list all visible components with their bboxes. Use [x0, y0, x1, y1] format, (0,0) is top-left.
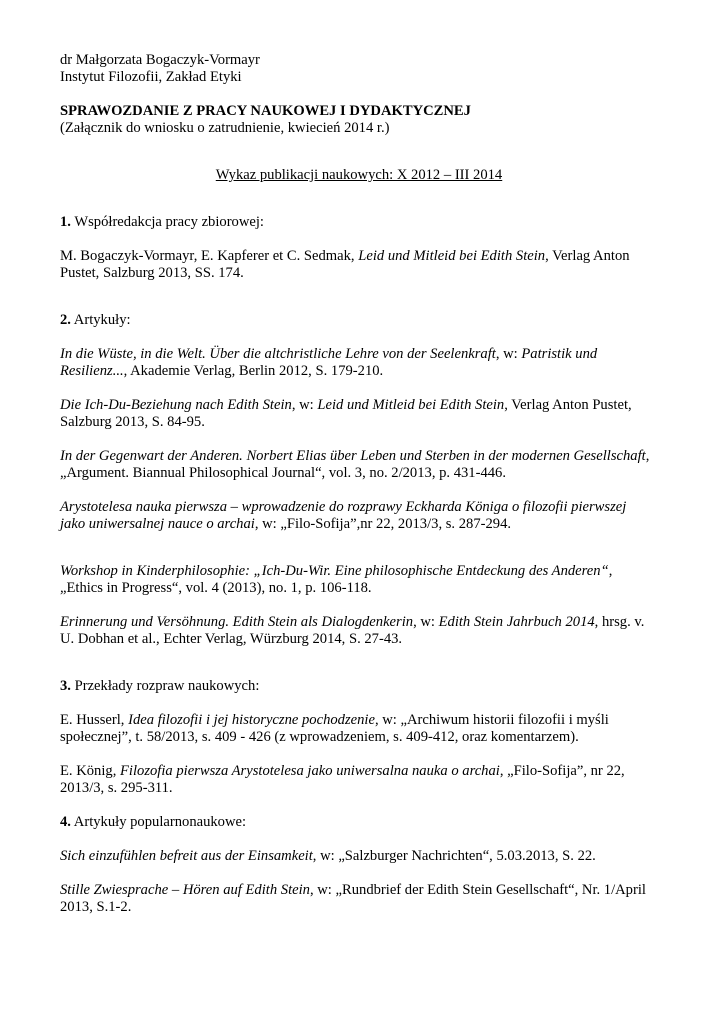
author-name: dr Małgorzata Bogaczyk-Vormayr — [60, 52, 260, 68]
section-number: 3. — [60, 678, 71, 694]
institution: Instytut Filozofii, Zakład Etyki — [60, 69, 242, 85]
publication-entry: Arystotelesa nauka pierwsza – wprowadzenie do rozprawy Eckharda Königa o filozofii pierwszej jako uniwersalnej nauce o archai, w: „Filo-Sofija”,nr 22, 2013/3, s. 287-294. — [60, 499, 627, 532]
section-title: Przekłady rozpraw naukowych: — [70, 678, 260, 694]
publication-entry: In der Gegenwart der Anderen. Norbert Elias über Leben und Sterben in der modernen Gesellschaft, „Argument. Biannual Philosophical Journal“, vol. 3, no. 2/2013, p. 431-446. — [60, 448, 650, 481]
section-2-heading — [60, 312, 658, 329]
publication-entry: Erinnerung und Versöhnung. Edith Stein als Dialogdenkerin, w: Edith Stein Jahrbuch 2014, hrsg. v. U. Dobhan et al., Echter Verlag, Würzburg 2014, S. 27-43. — [60, 614, 645, 647]
report-title: SPRAWOZDANIE Z PRACY NAUKOWEJ I DYDAKTYCZNEJ — [60, 103, 471, 119]
publication-entry: M. Bogaczyk-Vormayr, E. Kapferer et C. Sedmak, Leid und Mitleid bei Edith Stein, Verlag Anton Pustet, Salzburg 2013, SS. 174. — [60, 248, 630, 281]
report-subtitle: (Załącznik do wniosku o zatrudnienie, kwiecień 2014 r.) — [60, 120, 390, 136]
publication-list-heading — [60, 167, 658, 184]
section-1-heading — [60, 214, 658, 231]
publication-entry: Sich einzufühlen befreit aus der Einsamkeit, w: „Salzburger Nachrichten“, 5.03.2013, S. 22. — [60, 848, 596, 864]
section-title: Współredakcja pracy zbiorowej: — [70, 214, 264, 230]
section-3-heading — [60, 678, 658, 695]
section-number: 2. — [60, 312, 71, 328]
section-number: 1. — [60, 214, 71, 230]
publication-entry: Die Ich-Du-Beziehung nach Edith Stein, w: Leid und Mitleid bei Edith Stein, Verlag Anton Pustet, Salzburg 2013, S. 84-95. — [60, 397, 632, 430]
section-title: Artykuły: — [70, 312, 131, 328]
publication-entry: E. König, Filozofia pierwsza Arystotelesa jako uniwersalna nauka o archai, „Filo-Sofija”, nr 22, 2013/3, s. 295-311. — [60, 763, 625, 796]
section-number: 4. — [60, 814, 71, 830]
publication-entry: Stille Zwiesprache – Hören auf Edith Stein, w: „Rundbrief der Edith Stein Gesellschaft“, Nr. 1/April 2013, S.1-2. — [60, 882, 646, 915]
publication-entry: E. Husserl, Idea filozofii i jej historyczne pochodzenie, w: „Archiwum historii filozofii i myśli społecznej”, t. 58/2013, s. 409 - 426 (z wprowadzeniem, s. 409-412, oraz komentarzem). — [60, 712, 609, 745]
section-4-heading — [60, 814, 658, 831]
publication-entry: In die Wüste, in die Welt. Über die altchristliche Lehre von der Seelenkraft, w: Patristik und Resilienz..., Akademie Verlag, Berlin 2012, S. 179-210. — [60, 346, 598, 379]
publication-entry: Workshop in Kinderphilosophie: „Ich-Du-Wir. Eine philosophische Entdeckung des Anderen“, „Ethics in Progress“, vol. 4 (2013), no. 1, p. 106-118. — [60, 563, 613, 596]
section-title: Artykuły popularnonaukowe: — [70, 814, 247, 830]
document-page — [60, 52, 658, 916]
publication-list-heading-text: Wykaz publikacji naukowych: X 2012 – III 2014 — [215, 167, 503, 183]
